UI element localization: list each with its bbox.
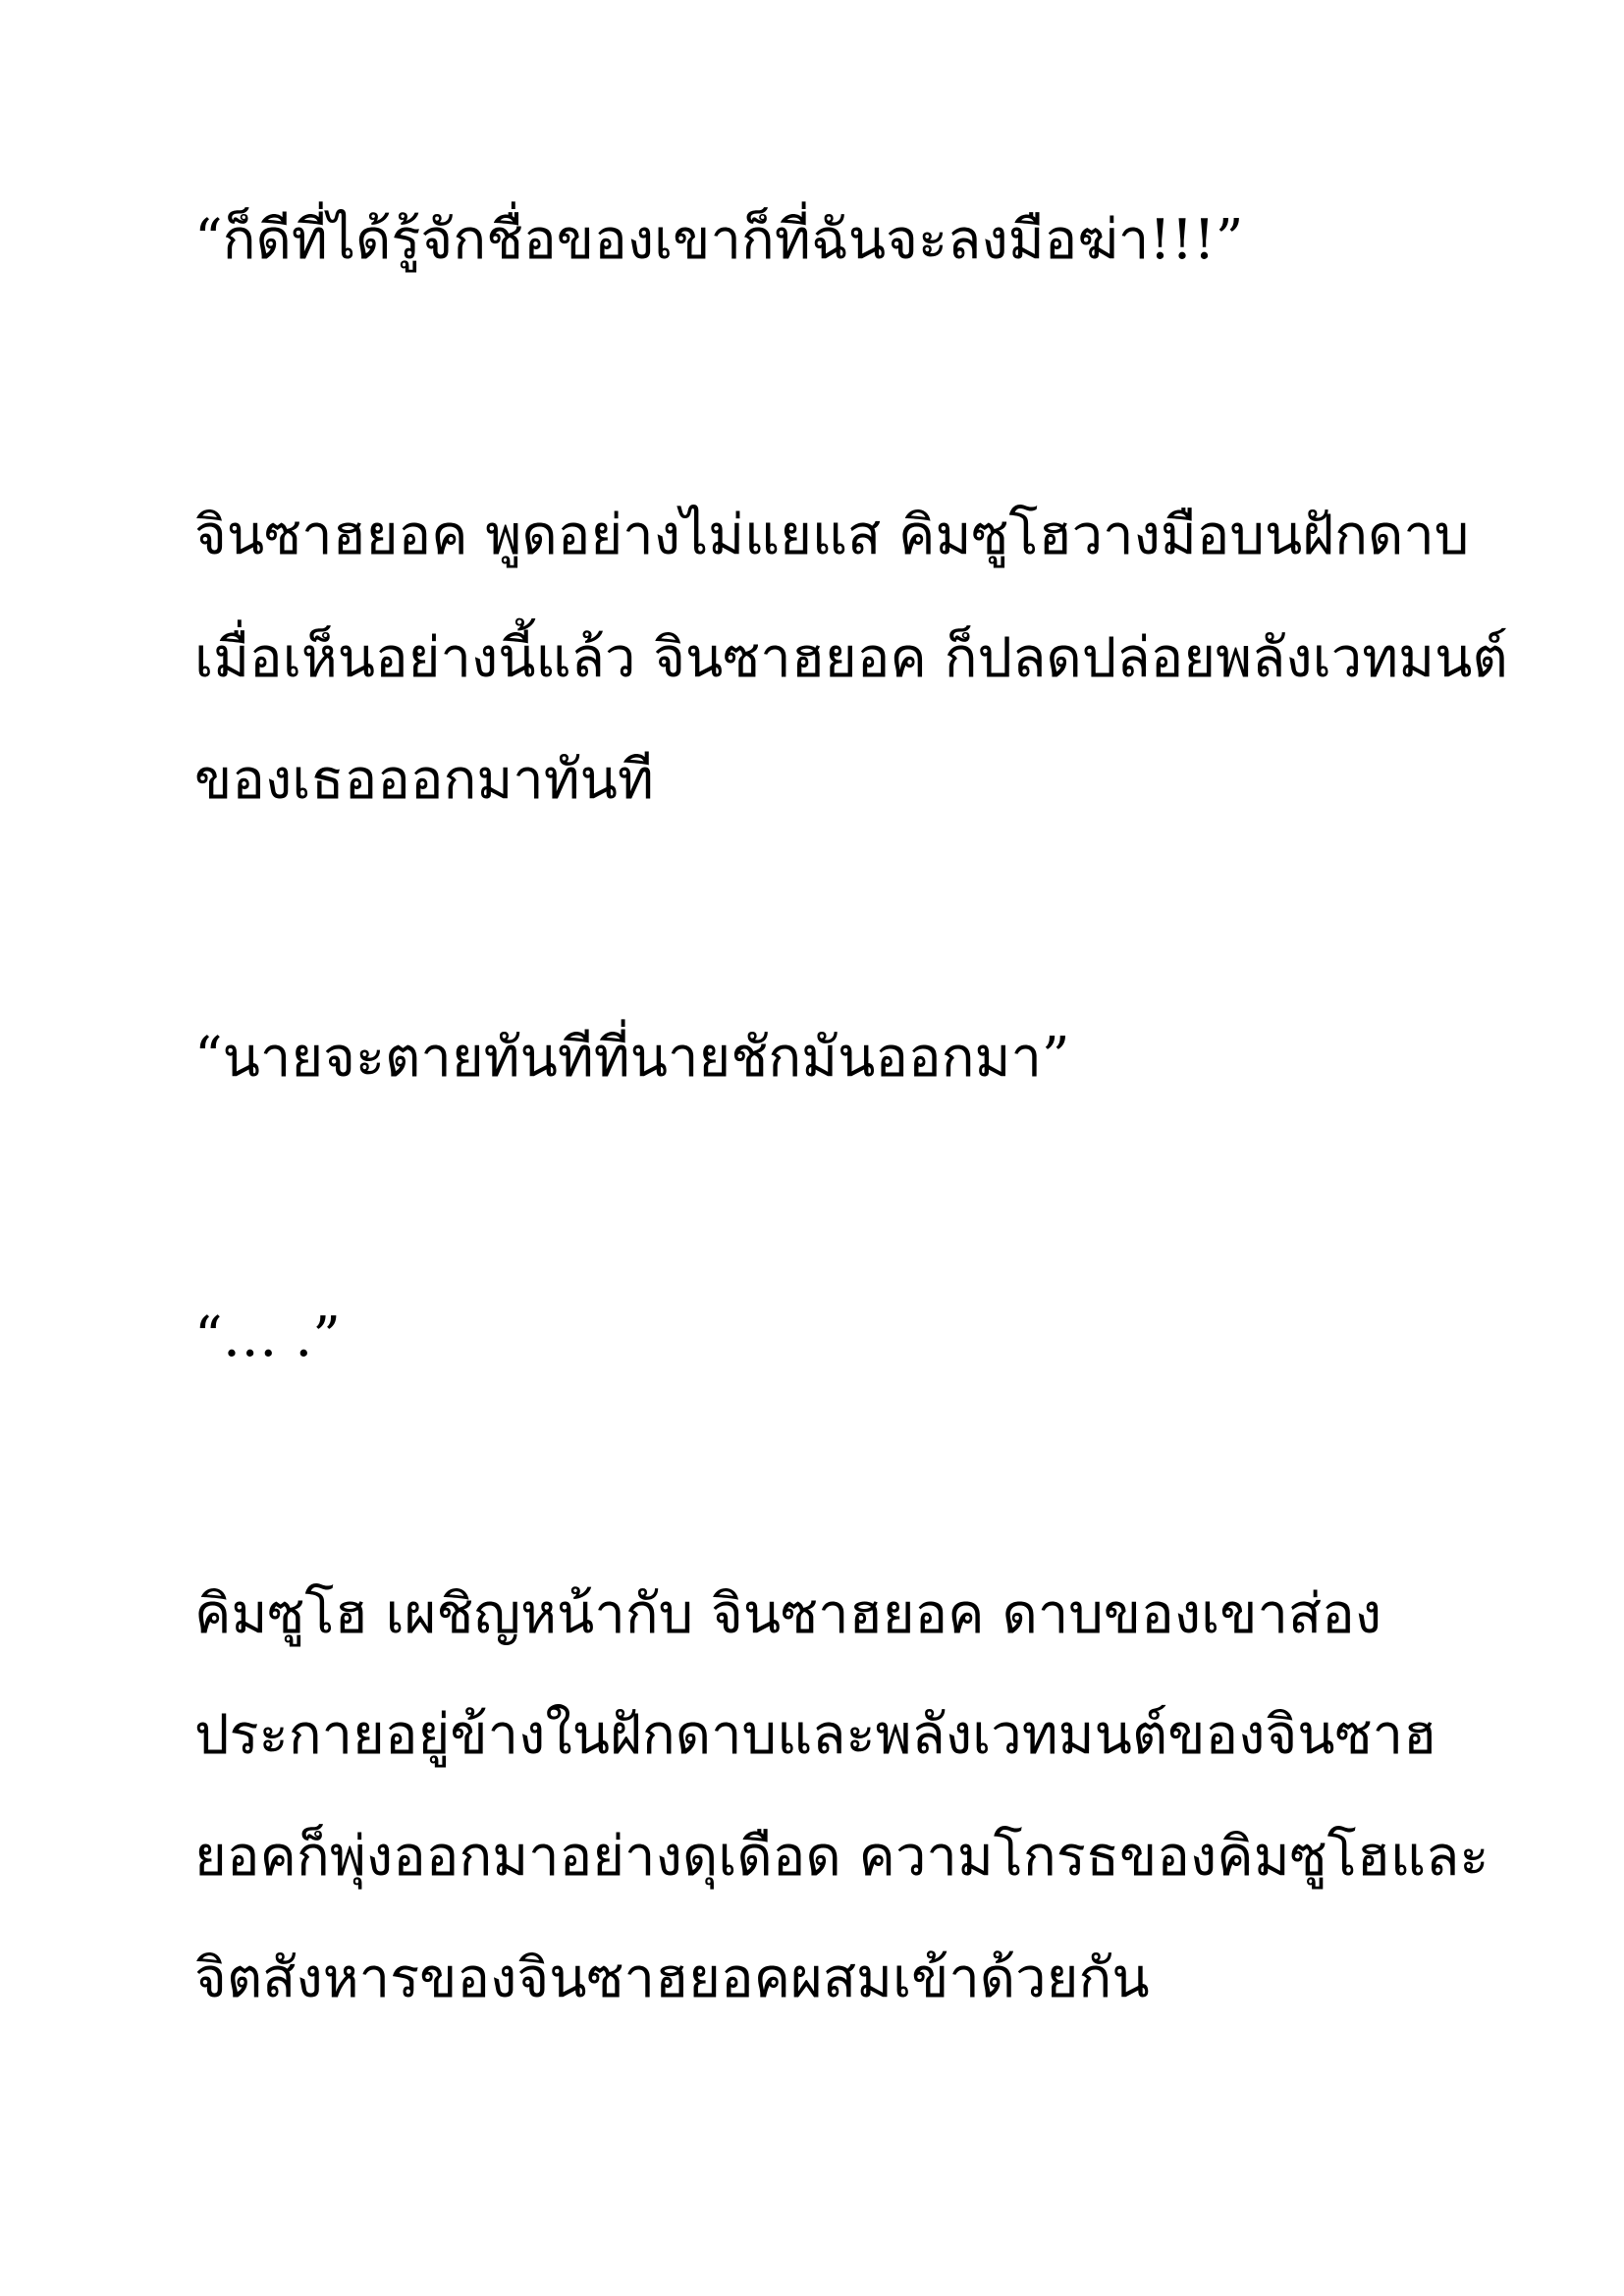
paragraph-line: ประกายอยู่ข้างในฝักดาบและพลังเวทมนต์ของจินซาฮ	[194, 1703, 1437, 1767]
paragraph-line: จินซาฮยอค พูดอย่างไม่แยแส คิมซูโฮวางมือบนฝักดาบ	[194, 504, 1470, 567]
paragraph-line: ยอคก็พุ่งออกมาอย่างดุเดือด ความโกรธของคิมซูโฮและ	[194, 1825, 1489, 1889]
paragraph-line: จิตสังหารของจินซาฮยอคผสมเข้าด้วยกัน	[194, 1947, 1150, 2010]
dialogue-line: “… .”	[194, 1306, 341, 1369]
paragraph-line: เมื่อเห็นอย่างนี้แล้ว จินซาฮยอค ก็ปลดปล่อยพลังเวทมนต์	[194, 626, 1508, 690]
dialogue-line: “นายจะตายทันทีที่นายชักมันออกมา”	[194, 1026, 1070, 1090]
paragraph-line: คิมซูโฮ เผชิญหน้ากับ จินซาฮยอค ดาบของเขาส่อง	[194, 1582, 1382, 1646]
paragraph-line: ของเธอออกมาทันที	[194, 748, 654, 812]
dialogue-line: “ก็ดีที่ได้รู้จักชื่อของเขาก็ที่ฉันจะลงมือฆ่า!!!”	[194, 208, 1244, 272]
